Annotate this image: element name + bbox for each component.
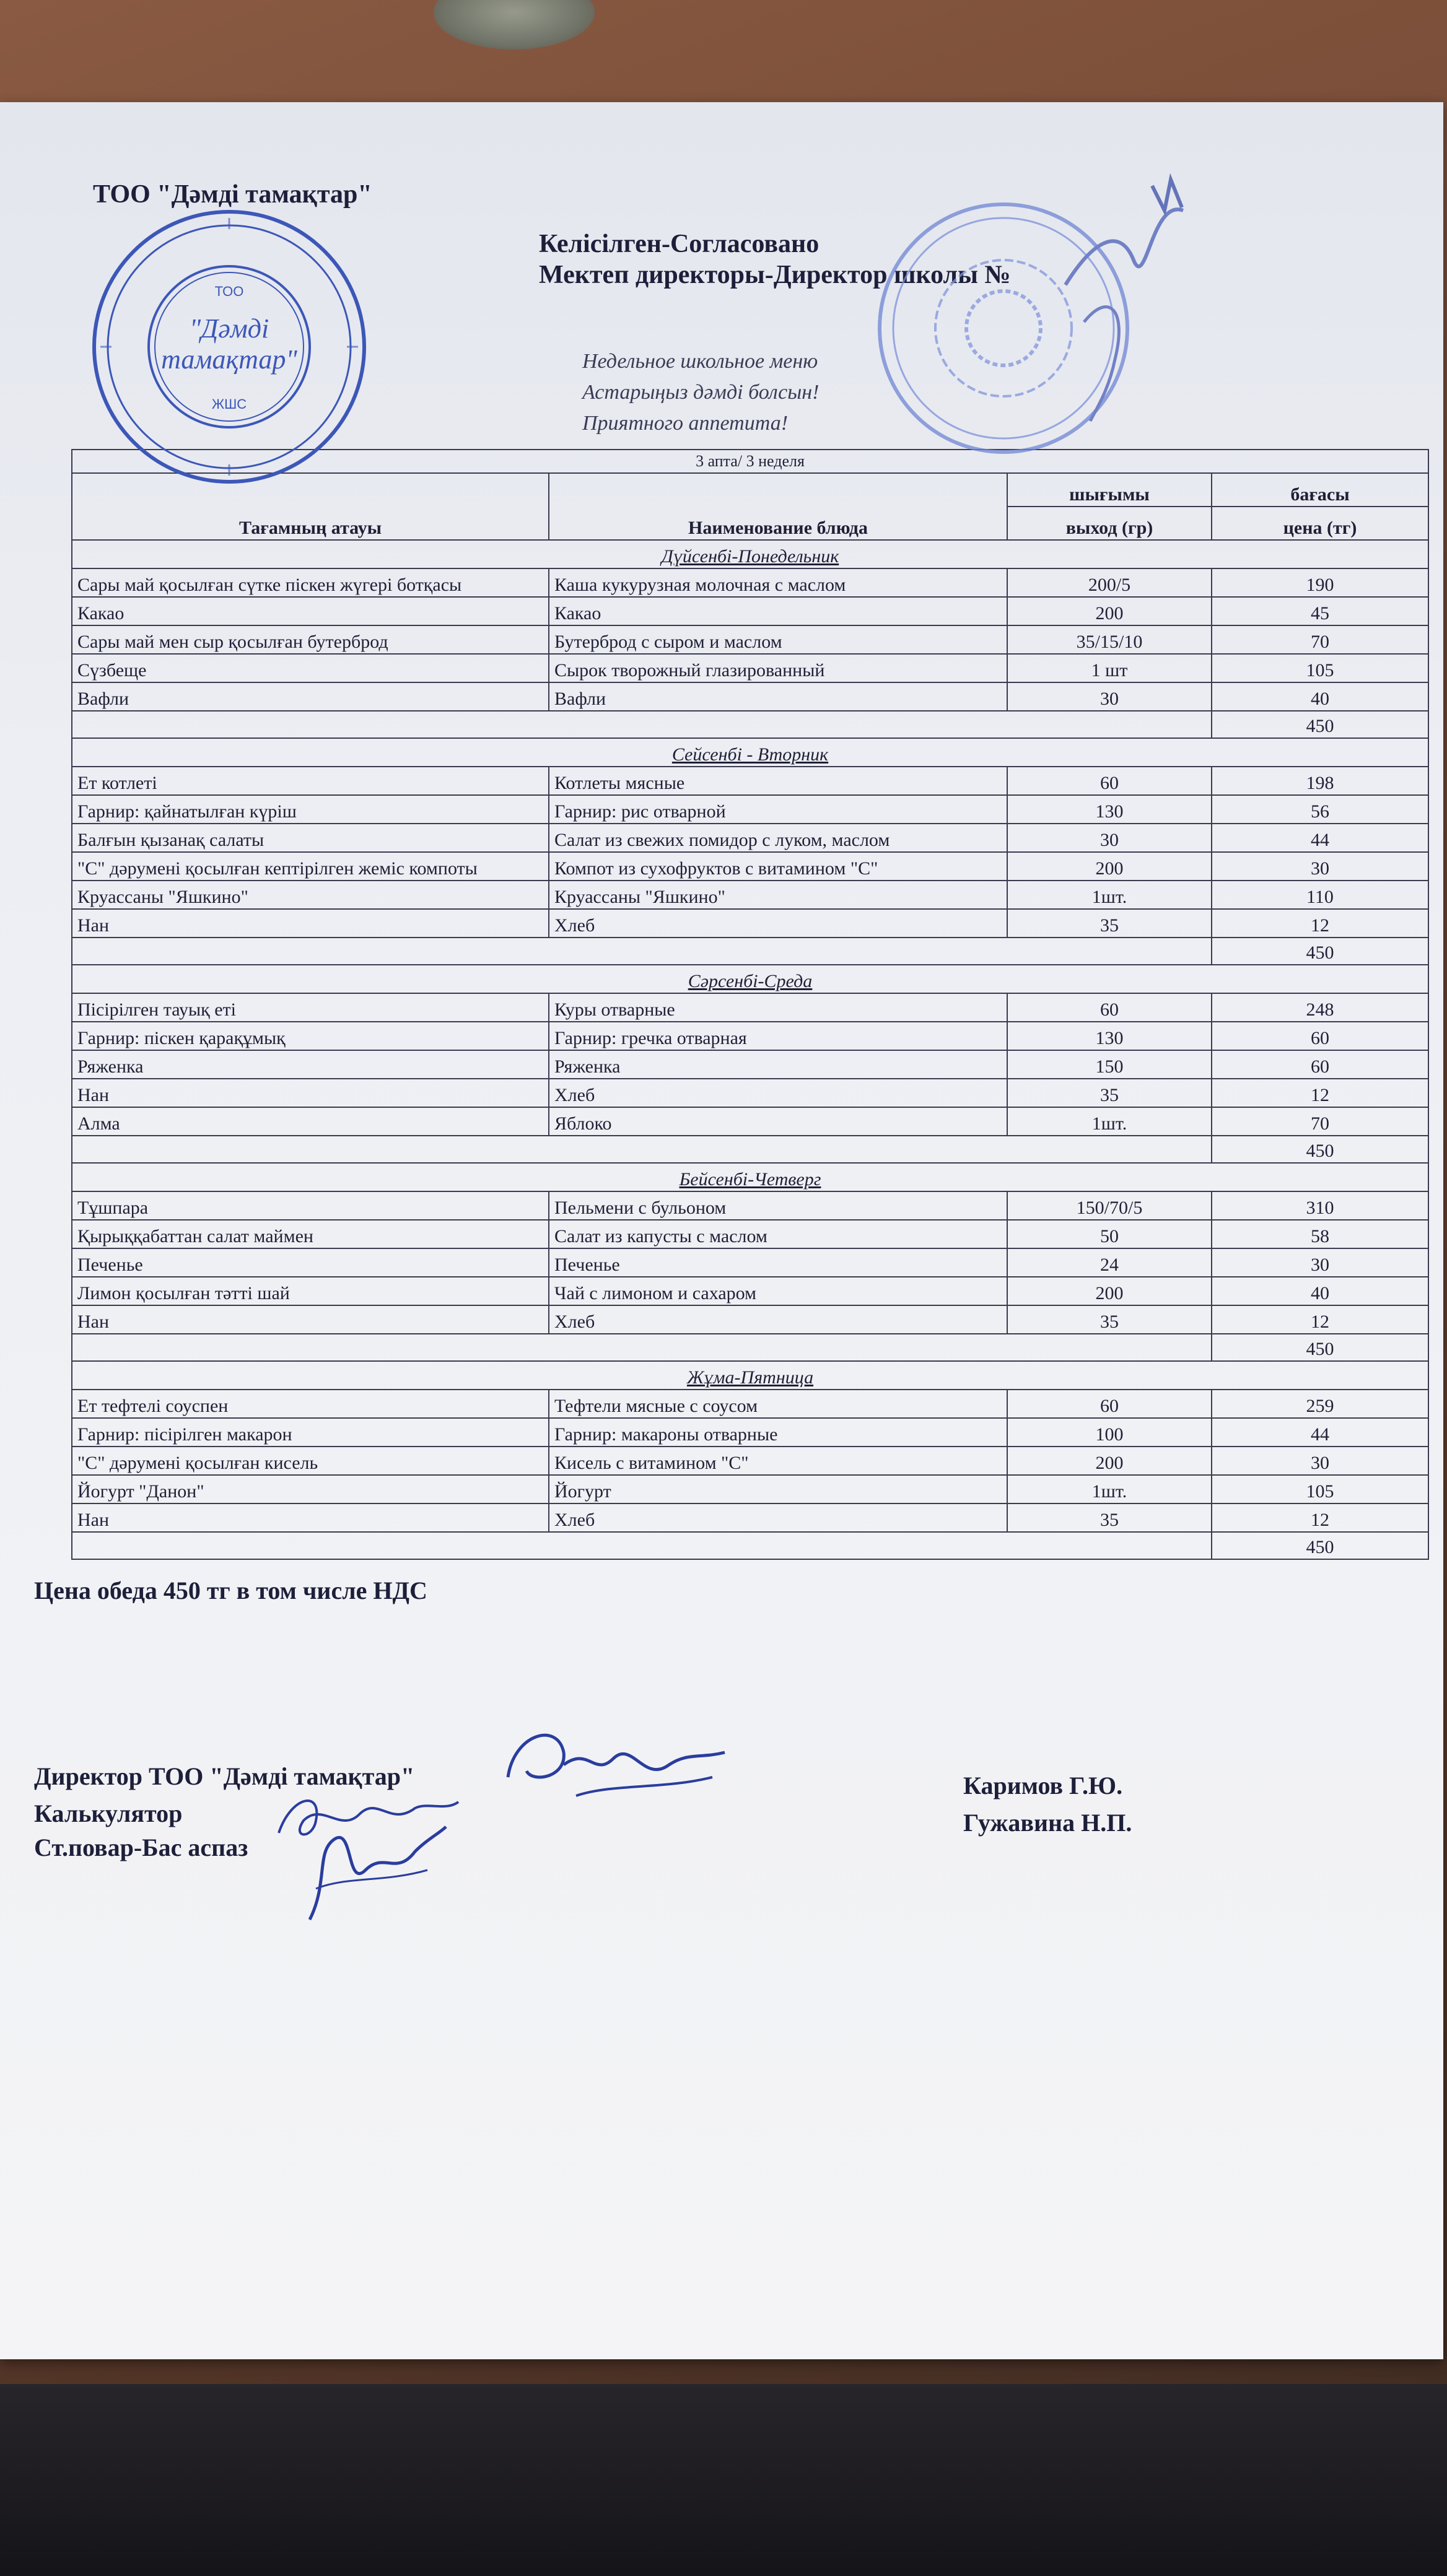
- table-row: [72, 1305, 1428, 1334]
- school-director-label: Мектеп директоры-Директор школы №: [539, 261, 1011, 289]
- dish-name-kz: Сары май қосылған сүтке піскен жүгері ботқасы: [72, 568, 549, 597]
- day-title: Дүйсенбі-Понедельник: [72, 540, 1428, 568]
- company-stamp-icon: [87, 204, 372, 489]
- day-row: [72, 540, 1428, 568]
- dish-name-kz: Ряженка: [72, 1050, 549, 1079]
- school-stamp-icon: [861, 161, 1208, 483]
- total-row: [72, 1334, 1428, 1361]
- dish-name-kz: Какао: [72, 597, 549, 625]
- header-output-ru: выход (гр): [1007, 507, 1212, 540]
- svg-text:тамақтар": тамақтар": [161, 344, 297, 375]
- table-row: [72, 1447, 1428, 1475]
- dish-name-ru: Компот из сухофруктов с витамином "С": [549, 852, 1007, 881]
- table-row: [72, 1277, 1428, 1305]
- day-title: Бейсенбі-Четверг: [72, 1163, 1428, 1191]
- dish-output: 200: [1007, 1447, 1212, 1475]
- dish-name-ru: Бутерброд с сыром и маслом: [549, 625, 1007, 654]
- table-row: [72, 1050, 1428, 1079]
- dish-name-ru: Какао: [549, 597, 1007, 625]
- dish-name-kz: Печенье: [72, 1248, 549, 1277]
- dish-price: 198: [1212, 767, 1428, 795]
- table-row: [72, 1107, 1428, 1136]
- dish-price: 40: [1212, 682, 1428, 711]
- day-row: [72, 1361, 1428, 1390]
- dish-name-kz: Балғын қызанақ салаты: [72, 824, 549, 852]
- dish-name-kz: Пісірілген тауық еті: [72, 993, 549, 1022]
- dish-output: 200: [1007, 852, 1212, 881]
- dish-price: 60: [1212, 1022, 1428, 1050]
- dish-name-kz: Нан: [72, 1079, 549, 1107]
- dish-price: 310: [1212, 1191, 1428, 1220]
- dish-output: 35: [1007, 909, 1212, 938]
- dish-name-kz: Нан: [72, 1305, 549, 1334]
- dish-output: 200: [1007, 597, 1212, 625]
- dish-output: 1шт.: [1007, 881, 1212, 909]
- total-row: [72, 938, 1428, 965]
- dish-price: 12: [1212, 909, 1428, 938]
- dish-name-kz: "С" дәрумені қосылған кептірілген жеміс компоты: [72, 852, 549, 881]
- day-total: 450: [1212, 1136, 1428, 1163]
- signatory-name-2: Гужавина Н.П.: [963, 1809, 1132, 1837]
- company-name: ТОО "Дәмді тамақтар": [93, 180, 372, 209]
- dish-name-kz: Сүзбеще: [72, 654, 549, 682]
- dish-output: 130: [1007, 795, 1212, 824]
- day-total: 450: [1212, 1334, 1428, 1361]
- dish-name-kz: Гарнир: піскен қарақұмық: [72, 1022, 549, 1050]
- dish-name-ru: Кисель с витамином "С": [549, 1447, 1007, 1475]
- dish-output: 60: [1007, 767, 1212, 795]
- header-price-ru: цена (тг): [1212, 507, 1428, 540]
- dish-name-kz: Круассаны "Яшкино": [72, 881, 549, 909]
- director-signature-icon: [489, 1709, 737, 1833]
- dish-name-kz: Сары май мен сыр қосылған бутерброд: [72, 625, 549, 654]
- dish-name-kz: Гарнир: пісірілген макарон: [72, 1418, 549, 1447]
- dish-price: 44: [1212, 824, 1428, 852]
- dish-name-kz: Йогурт "Данон": [72, 1475, 549, 1503]
- day-total: 450: [1212, 938, 1428, 965]
- dish-price: 12: [1212, 1305, 1428, 1334]
- header-name-kz: Тағамның атауы: [72, 473, 549, 540]
- dish-price: 58: [1212, 1220, 1428, 1248]
- signatory-name-1: Каримов Г.Ю.: [963, 1772, 1123, 1799]
- dish-name-kz: Ет тефтелі соуспен: [72, 1390, 549, 1418]
- table-row: [72, 1248, 1428, 1277]
- dish-name-ru: Гарнир: рис отварной: [549, 795, 1007, 824]
- wish-kz: Астарыңыз дәмді болсын!: [582, 381, 820, 404]
- day-total: 450: [1212, 1532, 1428, 1559]
- signature-label-chef: Ст.повар-Бас аспаз: [34, 1834, 248, 1861]
- dish-output: 1шт.: [1007, 1107, 1212, 1136]
- dish-price: 30: [1212, 1447, 1428, 1475]
- day-row: [72, 738, 1428, 767]
- dish-name-ru: Ряженка: [549, 1050, 1007, 1079]
- table-row: [72, 1079, 1428, 1107]
- dish-price: 12: [1212, 1079, 1428, 1107]
- table-row: [72, 852, 1428, 881]
- table-row: [72, 993, 1428, 1022]
- svg-text:"Дәмді: "Дәмді: [189, 313, 269, 344]
- total-spacer: [72, 1136, 1212, 1163]
- total-spacer: [72, 1532, 1212, 1559]
- dish-output: 30: [1007, 824, 1212, 852]
- table-row: [72, 1220, 1428, 1248]
- svg-text:ЖШС: ЖШС: [211, 396, 247, 412]
- day-row: [72, 1163, 1428, 1191]
- floor: [0, 2384, 1447, 2576]
- dish-name-ru: Круассаны "Яшкино": [549, 881, 1007, 909]
- dish-name-kz: Нан: [72, 909, 549, 938]
- dish-output: 1 шт: [1007, 654, 1212, 682]
- price-note: Цена обеда 450 тг в том числе НДС: [34, 1577, 427, 1604]
- chef-signature-icon: [291, 1814, 452, 1932]
- menu-table: [71, 449, 1429, 1560]
- dish-price: 105: [1212, 654, 1428, 682]
- dish-name-kz: Гарнир: қайнатылған күріш: [72, 795, 549, 824]
- dish-name-kz: Ет котлеті: [72, 767, 549, 795]
- total-row: [72, 711, 1428, 738]
- week-label: 3 апта/ 3 неделя: [72, 450, 1428, 473]
- table-row: [72, 1418, 1428, 1447]
- dish-price: 56: [1212, 795, 1428, 824]
- table-row: [72, 909, 1428, 938]
- approval-label: Келісілген-Согласовано: [539, 230, 820, 258]
- dish-price: 70: [1212, 1107, 1428, 1136]
- dish-output: 200: [1007, 1277, 1212, 1305]
- dish-output: 150: [1007, 1050, 1212, 1079]
- dish-output: 60: [1007, 1390, 1212, 1418]
- table-row: [72, 597, 1428, 625]
- dish-output: 60: [1007, 993, 1212, 1022]
- dish-price: 190: [1212, 568, 1428, 597]
- table-row: [72, 1191, 1428, 1220]
- total-row: [72, 1136, 1428, 1163]
- wish-ru: Приятного аппетита!: [582, 412, 789, 435]
- dish-output: 35: [1007, 1503, 1212, 1532]
- header-name-ru: Наименование блюда: [549, 473, 1007, 540]
- dish-name-kz: Қырыққабаттан салат маймен: [72, 1220, 549, 1248]
- total-spacer: [72, 1334, 1212, 1361]
- dish-price: 248: [1212, 993, 1428, 1022]
- dish-output: 200/5: [1007, 568, 1212, 597]
- table-row: [72, 682, 1428, 711]
- dish-price: 12: [1212, 1503, 1428, 1532]
- table-row: [72, 1390, 1428, 1418]
- dish-name-ru: Пельмени с бульоном: [549, 1191, 1007, 1220]
- dish-name-ru: Гарнир: макароны отварные: [549, 1418, 1007, 1447]
- table-row: [72, 824, 1428, 852]
- dish-name-ru: Салат из свежих помидор с луком, маслом: [549, 824, 1007, 852]
- dish-output: 35/15/10: [1007, 625, 1212, 654]
- table-row: [72, 767, 1428, 795]
- table-row: [72, 568, 1428, 597]
- day-total: 450: [1212, 711, 1428, 738]
- dish-output: 150/70/5: [1007, 1191, 1212, 1220]
- dish-output: 35: [1007, 1305, 1212, 1334]
- dish-output: 50: [1007, 1220, 1212, 1248]
- dish-price: 30: [1212, 1248, 1428, 1277]
- dish-output: 1шт.: [1007, 1475, 1212, 1503]
- dish-name-ru: Яблоко: [549, 1107, 1007, 1136]
- dish-name-kz: Лимон қосылған тәтті шай: [72, 1277, 549, 1305]
- menu-body: [72, 540, 1428, 1559]
- day-row: [72, 965, 1428, 993]
- total-spacer: [72, 938, 1212, 965]
- dish-name-ru: Печенье: [549, 1248, 1007, 1277]
- day-title: Сәрсенбі-Среда: [72, 965, 1428, 993]
- dish-output: 100: [1007, 1418, 1212, 1447]
- dish-name-kz: Вафли: [72, 682, 549, 711]
- table-row: [72, 795, 1428, 824]
- dish-name-kz: Нан: [72, 1503, 549, 1532]
- dish-price: 259: [1212, 1390, 1428, 1418]
- header-price-kz: бағасы: [1212, 473, 1428, 507]
- dish-price: 70: [1212, 625, 1428, 654]
- dish-name-ru: Каша кукурузная молочная с маслом: [549, 568, 1007, 597]
- menu-title: Недельное школьное меню: [582, 350, 818, 373]
- table-row: [72, 1503, 1428, 1532]
- dish-name-ru: Гарнир: гречка отварная: [549, 1022, 1007, 1050]
- table-row: [72, 881, 1428, 909]
- dish-name-ru: Тефтели мясные с соусом: [549, 1390, 1007, 1418]
- table-row: [72, 1022, 1428, 1050]
- dish-name-kz: "С" дәрумені қосылған кисель: [72, 1447, 549, 1475]
- dish-name-ru: Чай с лимоном и сахаром: [549, 1277, 1007, 1305]
- dish-name-ru: Хлеб: [549, 1305, 1007, 1334]
- dish-name-kz: Алма: [72, 1107, 549, 1136]
- dish-price: 110: [1212, 881, 1428, 909]
- day-title: Сейсенбі - Вторник: [72, 738, 1428, 767]
- table-row: [72, 625, 1428, 654]
- dish-output: 30: [1007, 682, 1212, 711]
- dish-price: 40: [1212, 1277, 1428, 1305]
- signature-label-calculator: Калькулятор: [34, 1799, 183, 1827]
- dish-output: 35: [1007, 1079, 1212, 1107]
- day-title: Жұма-Пятница: [72, 1361, 1428, 1390]
- svg-text:ТОО: ТОО: [214, 284, 244, 299]
- dish-name-ru: Хлеб: [549, 909, 1007, 938]
- dish-name-ru: Куры отварные: [549, 993, 1007, 1022]
- dish-output: 130: [1007, 1022, 1212, 1050]
- dish-price: 44: [1212, 1418, 1428, 1447]
- total-spacer: [72, 711, 1212, 738]
- signature-label-director: Директор ТОО "Дәмді тамақтар": [34, 1762, 415, 1790]
- table-row: [72, 654, 1428, 682]
- dish-price: 105: [1212, 1475, 1428, 1503]
- dish-price: 60: [1212, 1050, 1428, 1079]
- table-row: [72, 1475, 1428, 1503]
- dish-name-ru: Котлеты мясные: [549, 767, 1007, 795]
- dish-name-ru: Йогурт: [549, 1475, 1007, 1503]
- header-output-kz: шығымы: [1007, 473, 1212, 507]
- dish-output: 24: [1007, 1248, 1212, 1277]
- dish-price: 45: [1212, 597, 1428, 625]
- dish-name-kz: Тұшпара: [72, 1191, 549, 1220]
- dish-name-ru: Вафли: [549, 682, 1007, 711]
- dish-name-ru: Хлеб: [549, 1503, 1007, 1532]
- dish-name-ru: Сырок творожный глазированный: [549, 654, 1007, 682]
- dish-name-ru: Салат из капусты с маслом: [549, 1220, 1007, 1248]
- dish-name-ru: Хлеб: [549, 1079, 1007, 1107]
- total-row: [72, 1532, 1428, 1559]
- dish-price: 30: [1212, 852, 1428, 881]
